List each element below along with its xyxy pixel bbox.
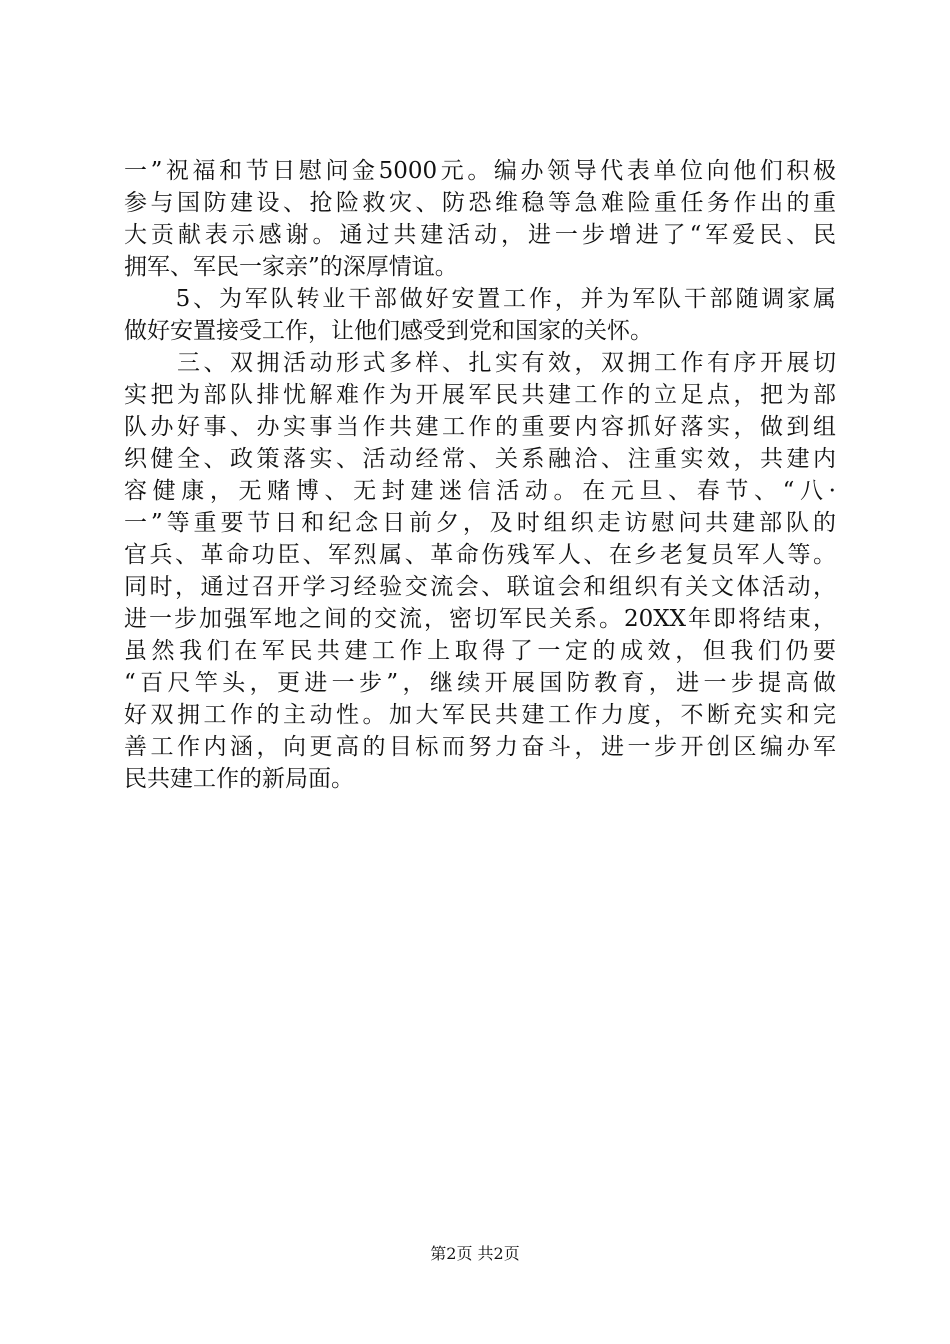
- text-line: 同时，通过召开学习经验交流会、联谊会和组织有关文体活动，: [124, 574, 836, 600]
- page-number-footer: 第2页 共2页: [430, 1244, 520, 1263]
- text-line: 参与国防建设、抢险救灾、防恐维稳等急难险重任务作出的重: [124, 190, 836, 216]
- text-line: 织健全、政策落实、活动经常、关系融洽、注重实效，共建内: [124, 446, 836, 472]
- text-line: 大贡献表示感谢。通过共建活动，进一步增进了“军爱民、民: [124, 222, 836, 248]
- text-line: 容健康，无赌博、无封建迷信活动。在元旦、春节、“八·: [124, 478, 836, 504]
- text-line: 实把为部队排忧解难作为开展军民共建工作的立足点，把为部: [124, 382, 836, 408]
- text-line: “百尺竿头，更进一步”，继续开展国防教育，进一步提高做: [124, 670, 836, 696]
- text-line: 一”祝福和节日慰问金5000元。编办领导代表单位向他们积极: [124, 158, 836, 184]
- text-line: 三、双拥活动形式多样、扎实有效，双拥工作有序开展切: [124, 350, 836, 376]
- text-line: 队办好事、办实事当作共建工作的重要内容抓好落实，做到组: [124, 414, 836, 440]
- document-body: [124, 155, 836, 795]
- text-line: 做好安置接受工作，让他们感受到党和国家的关怀。: [124, 318, 653, 344]
- text-line: 虽然我们在军民共建工作上取得了一定的成效，但我们仍要: [124, 638, 836, 664]
- text-line: 一”等重要节日和纪念日前夕，及时组织走访慰问共建部队的: [124, 510, 836, 536]
- text-line: 进一步加强军地之间的交流，密切军民关系。20XX年即将结束，: [124, 606, 836, 632]
- text-line: 官兵、革命功臣、军烈属、革命伤残军人、在乡老复员军人等。: [124, 542, 836, 568]
- text-line: 拥军、军民一家亲”的深厚情谊。: [124, 254, 458, 280]
- text-line: 民共建工作的新局面。: [124, 766, 354, 792]
- text-line: 好双拥工作的主动性。加大军民共建工作力度，不断充实和完: [124, 702, 836, 728]
- text-line: 善工作内涵，向更高的目标而努力奋斗，进一步开创区编办军: [124, 734, 836, 760]
- text-line: 5、为军队转业干部做好安置工作，并为军队干部随调家属: [124, 286, 836, 312]
